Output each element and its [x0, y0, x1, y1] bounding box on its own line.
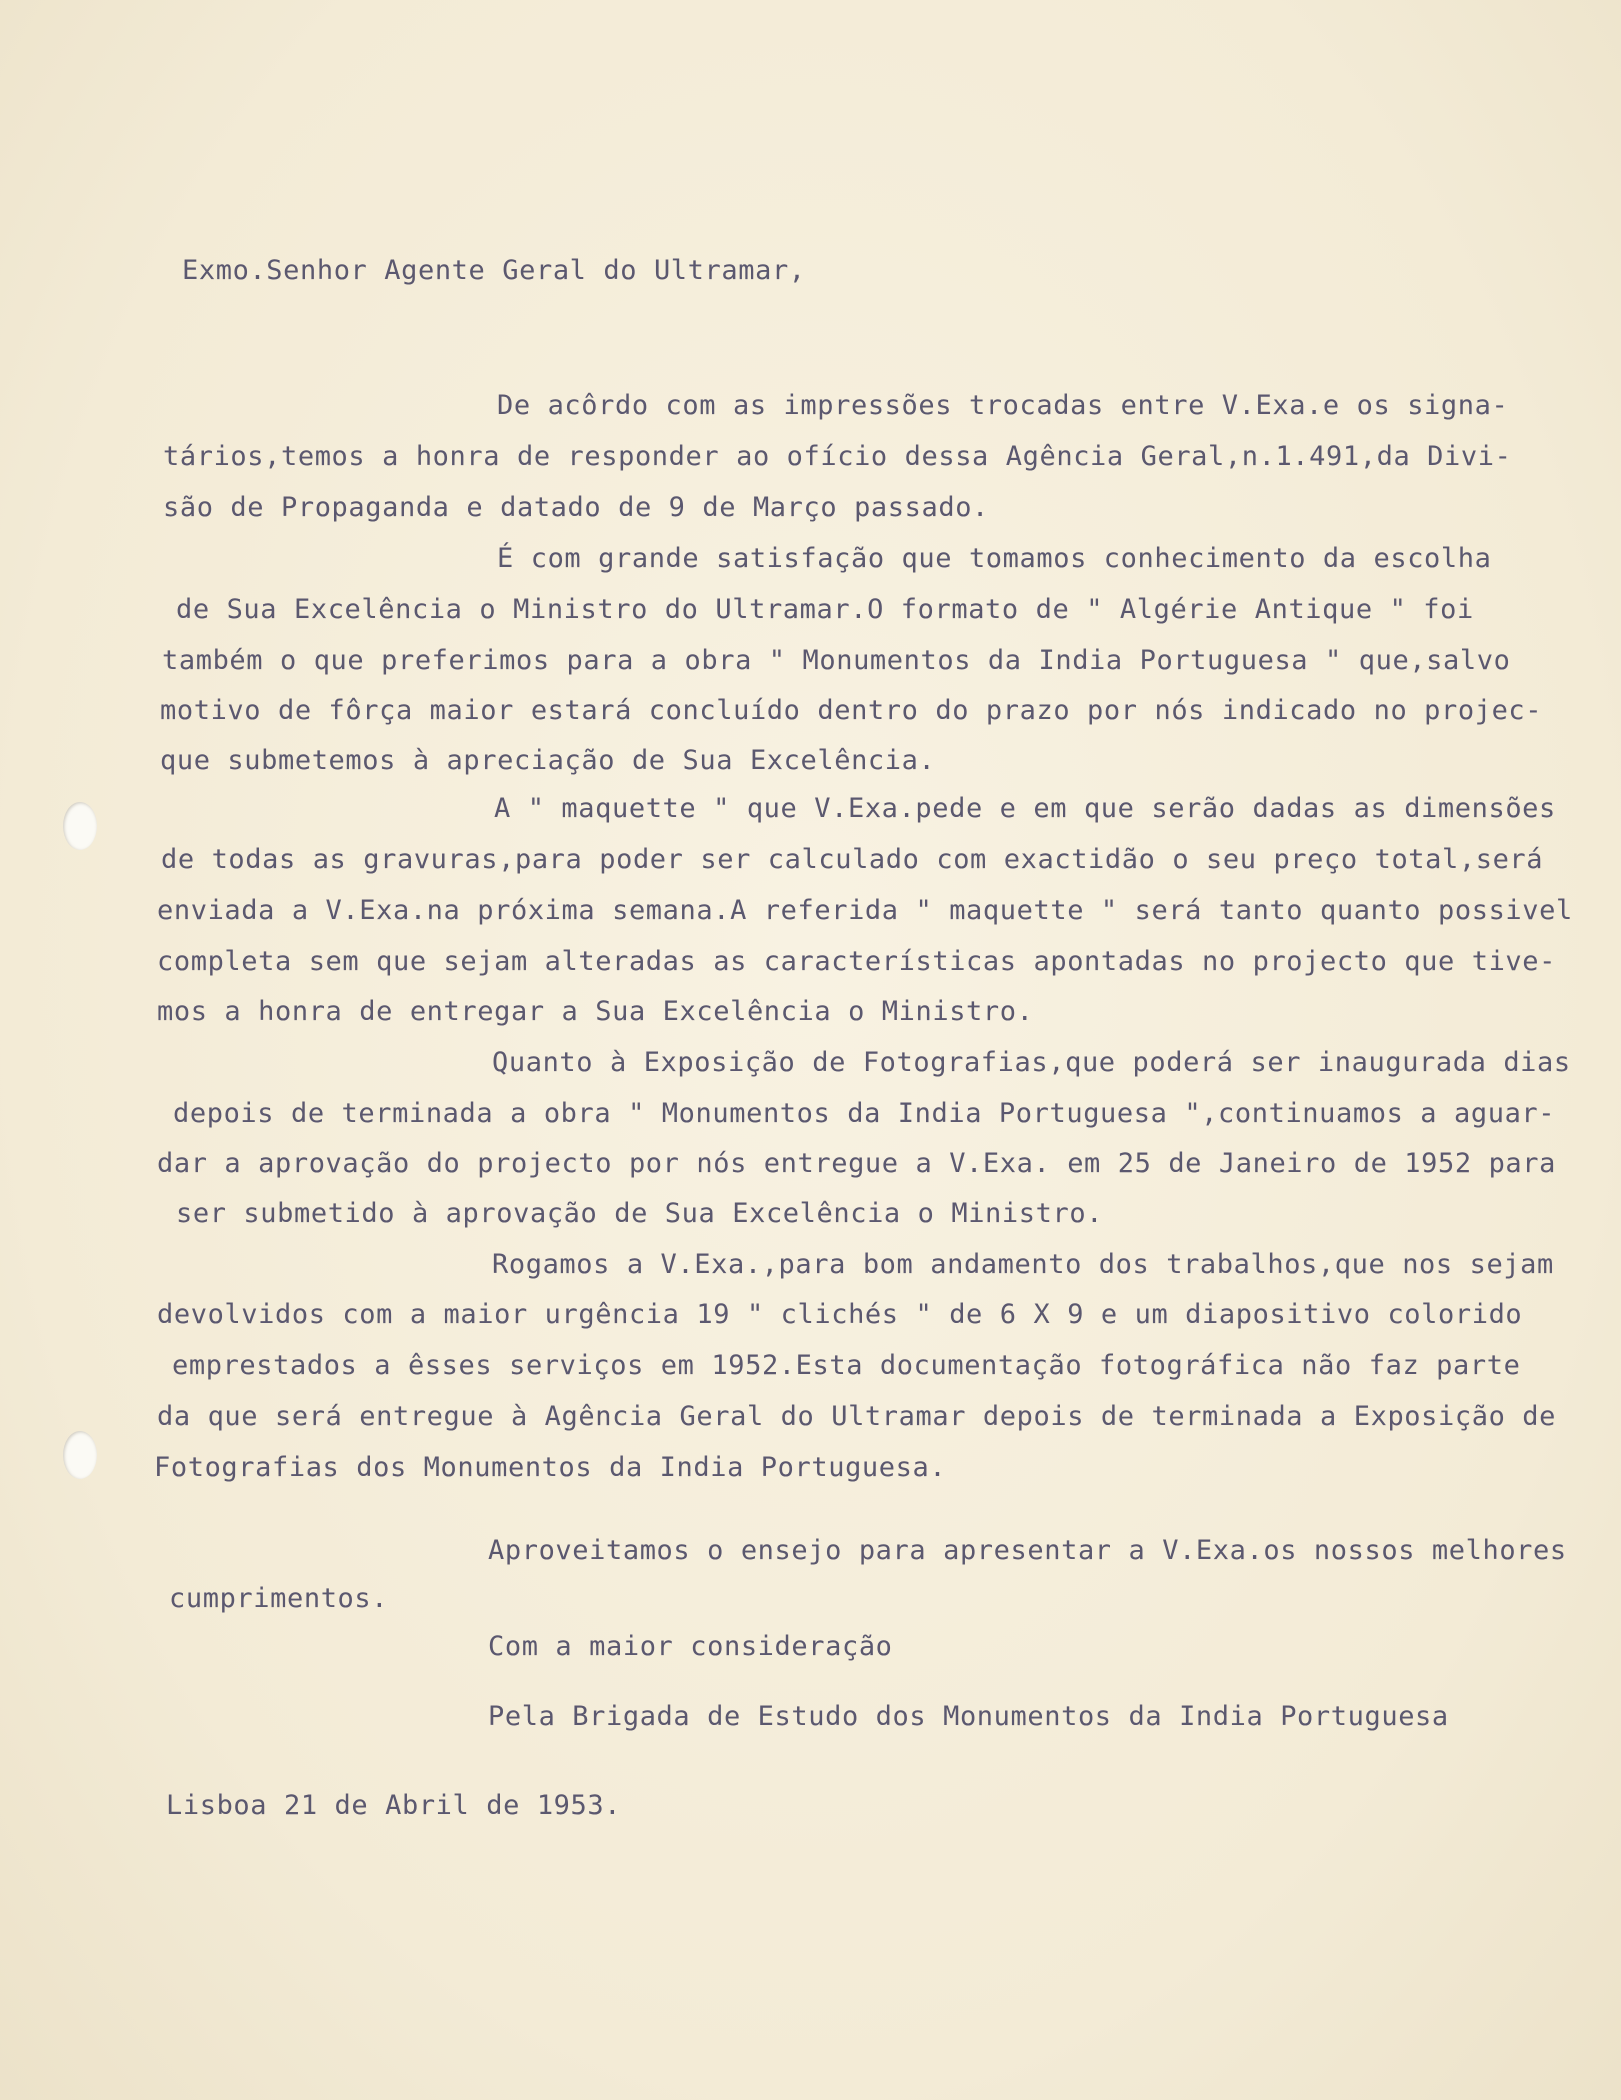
body-line: devolvidos com a maior urgência 19 " clichés " de 6 X 9 e um diapositivo colorido [157, 1299, 1523, 1330]
body-line: Fotografias dos Monumentos da India Portuguesa. [154, 1452, 947, 1483]
salutation: Exmo.Senhor Agente Geral do Ultramar, [182, 255, 806, 286]
body-line: completa sem que sejam alteradas as características apontadas no projecto que tive- [157, 946, 1556, 977]
body-line: da que será entregue à Agência Geral do Ultramar depois de terminada a Exposição de [157, 1401, 1556, 1432]
punch-hole-top [63, 802, 97, 850]
body-line: Rogamos a V.Exa.,para bom andamento dos trabalhos,que nos sejam [492, 1249, 1554, 1280]
body-line: depois de terminada a obra " Monumentos da India Portuguesa ",continuamos a aguar- [173, 1098, 1556, 1129]
body-line: de todas as gravuras,para poder ser calculado com exactidão o seu preço total,será [161, 844, 1544, 875]
body-line: Quanto à Exposição de Fotografias,que poderá ser inaugurada dias [492, 1047, 1571, 1078]
body-line: A " maquette " que V.Exa.pede e em que serão dadas as dimensões [494, 793, 1556, 824]
body-line: emprestados a êsses serviços em 1952.Esta documentação fotográfica não faz parte [172, 1350, 1521, 1381]
body-line: de Sua Excelência o Ministro do Ultramar.O formato de " Algérie Antique " foi [176, 594, 1474, 625]
body-line: De acôrdo com as impressões trocadas entre V.Exa.e os signa- [497, 390, 1509, 421]
body-line: tários,temos a honra de responder ao ofício dessa Agência Geral,n.1.491,da Divi- [163, 441, 1512, 472]
body-line: enviada a V.Exa.na próxima semana.A referida " maquette " será tanto quanto possivel [157, 895, 1573, 926]
date-place: Lisboa 21 de Abril de 1953. [166, 1790, 622, 1821]
body-line: É com grande satisfação que tomamos conhecimento da escolha [497, 543, 1492, 574]
punch-hole-bottom [63, 1431, 97, 1479]
closing-line: cumprimentos. [169, 1583, 389, 1614]
body-line: dar a aprovação do projecto por nós entregue a V.Exa. em 25 de Janeiro de 1952 para [157, 1148, 1556, 1179]
body-line: são de Propaganda e datado de 9 de Março passado. [163, 492, 989, 523]
closing-line: Aproveitamos o ensejo para apresentar a V.Exa.os nossos melhores [488, 1535, 1567, 1566]
complimentary-close: Com a maior consideração [488, 1631, 893, 1662]
body-line: motivo de fôrça maior estará concluído dentro do prazo por nós indicado no projec- [160, 695, 1543, 726]
body-line: ser submetido à aprovação de Sua Excelência o Ministro. [176, 1198, 1104, 1229]
signatory: Pela Brigada de Estudo dos Monumentos da India Portuguesa [488, 1701, 1449, 1732]
body-line: que submetemos à apreciação de Sua Excelência. [160, 745, 936, 776]
body-line: mos a honra de entregar a Sua Excelência o Ministro. [157, 996, 1034, 1027]
body-line: também o que preferimos para a obra " Monumentos da India Portuguesa " que,salvo [162, 645, 1511, 676]
